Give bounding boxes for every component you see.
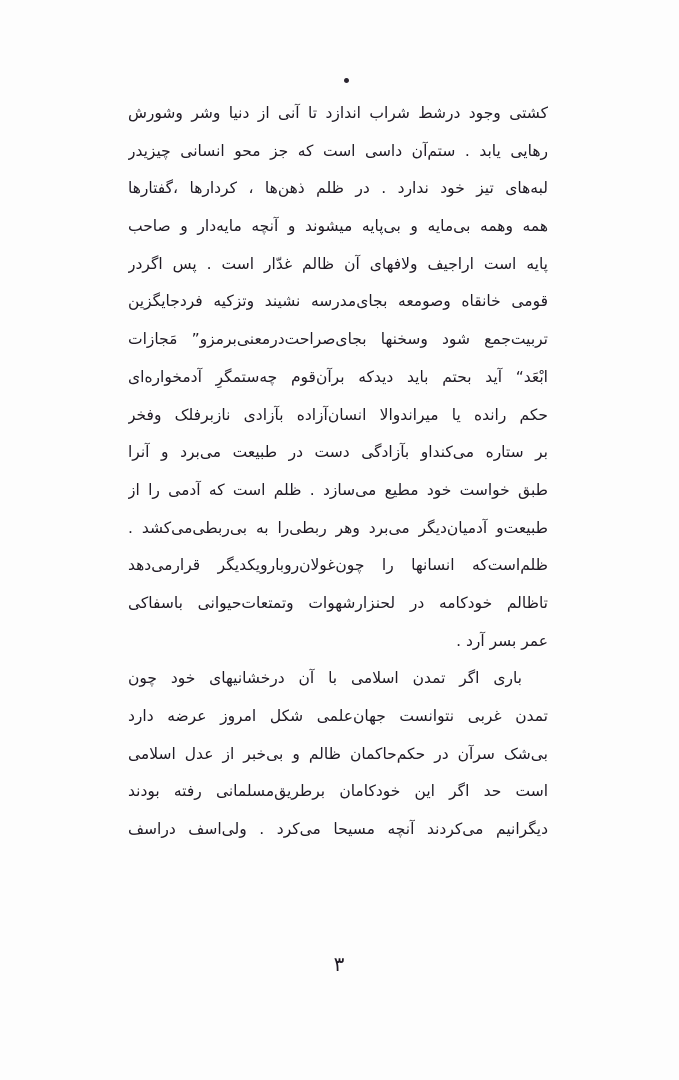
text-line: ظلم‌است‌که انسانها را چون‌غولان‌روبارویکدیگر قرارمی‌دهد bbox=[128, 556, 548, 575]
text-line: رهایی یابد . ستم‌آن داسی است که جز محو انسانی چیزیدر bbox=[128, 141, 548, 160]
page-number: ٣ bbox=[333, 952, 345, 976]
text-line: طبق خواست خود مطیع می‌سازد . ظلم است که آدمی را از bbox=[128, 480, 548, 499]
text-line: کشتی وجود درشط شراب اندازد تا آنی از دنیا وشر وشورش bbox=[128, 104, 548, 122]
text-line: حکم رانده یا میراندو‌الا انسان‌آزاده بآزادی نازبرفلک وفخر bbox=[128, 405, 548, 424]
text-line: تاظالم خودکامه در لحنزارشهوات وتمتعات‌حیوانی باسفاکی bbox=[128, 593, 548, 612]
text-line: بر ستاره می‌کنداو بآزادگی دست در طبیعت می‌برد و آنرا bbox=[128, 443, 548, 462]
text-line-paragraph-start: باری اگر تمدن اسلامی با آن درخشانیهای خود چون bbox=[128, 669, 522, 688]
text-line: قومی خانقاه وصومعه بجای‌مدرسه نشیند وتزکیه فردجایگزین bbox=[128, 292, 548, 311]
text-line: تربیت‌جمع شود وسخنها بجای‌صراحت‌درمعنی‌برمزو” مَجازات bbox=[128, 330, 548, 349]
text-line: است حد اگر این خودکامان برطریق‌مسلمانی رفته بودند bbox=[128, 782, 548, 801]
text-line: پایه است اراجیف ولافهای آن ظالم غدّار است . پس اگردر bbox=[128, 254, 548, 273]
text-line: طبیعت‌و آدمیان‌دیگر می‌برد وهر ربطی‌را به بی‌ربطی‌می‌کشد . bbox=[128, 518, 548, 537]
ink-dot-mark bbox=[344, 78, 349, 83]
text-line: ابْعَد“ آید بحتم باید دیدکه برآن‌قوم چه‌ستمگرِ آدمخواره‌ای bbox=[128, 367, 548, 386]
text-line: تمدن غربی نتوانست جهان‌علمی شکل امروز عرضه دارد bbox=[128, 707, 548, 725]
text-line: لبه‌های تیز خود ندارد . در ظلم ذهن‌ها ، کردارها ،گفتارها bbox=[128, 179, 548, 198]
text-line: دیگرانیم می‌کردند آنچه مسیحا می‌کرد . ولی‌اسف دراسف bbox=[128, 820, 548, 839]
text-line-paragraph-end: عمر بسر آرد . bbox=[456, 631, 548, 650]
page-text-block bbox=[128, 96, 548, 850]
text-line: همه وهمه بی‌مایه و بی‌پایه میشوند و آنچه مایه‌دار و صاحب bbox=[128, 217, 548, 236]
text-line: بی‌شک سرآن در حکم‌حاکمان ظالم و بی‌خبر از عدل اسلامی bbox=[128, 744, 548, 763]
